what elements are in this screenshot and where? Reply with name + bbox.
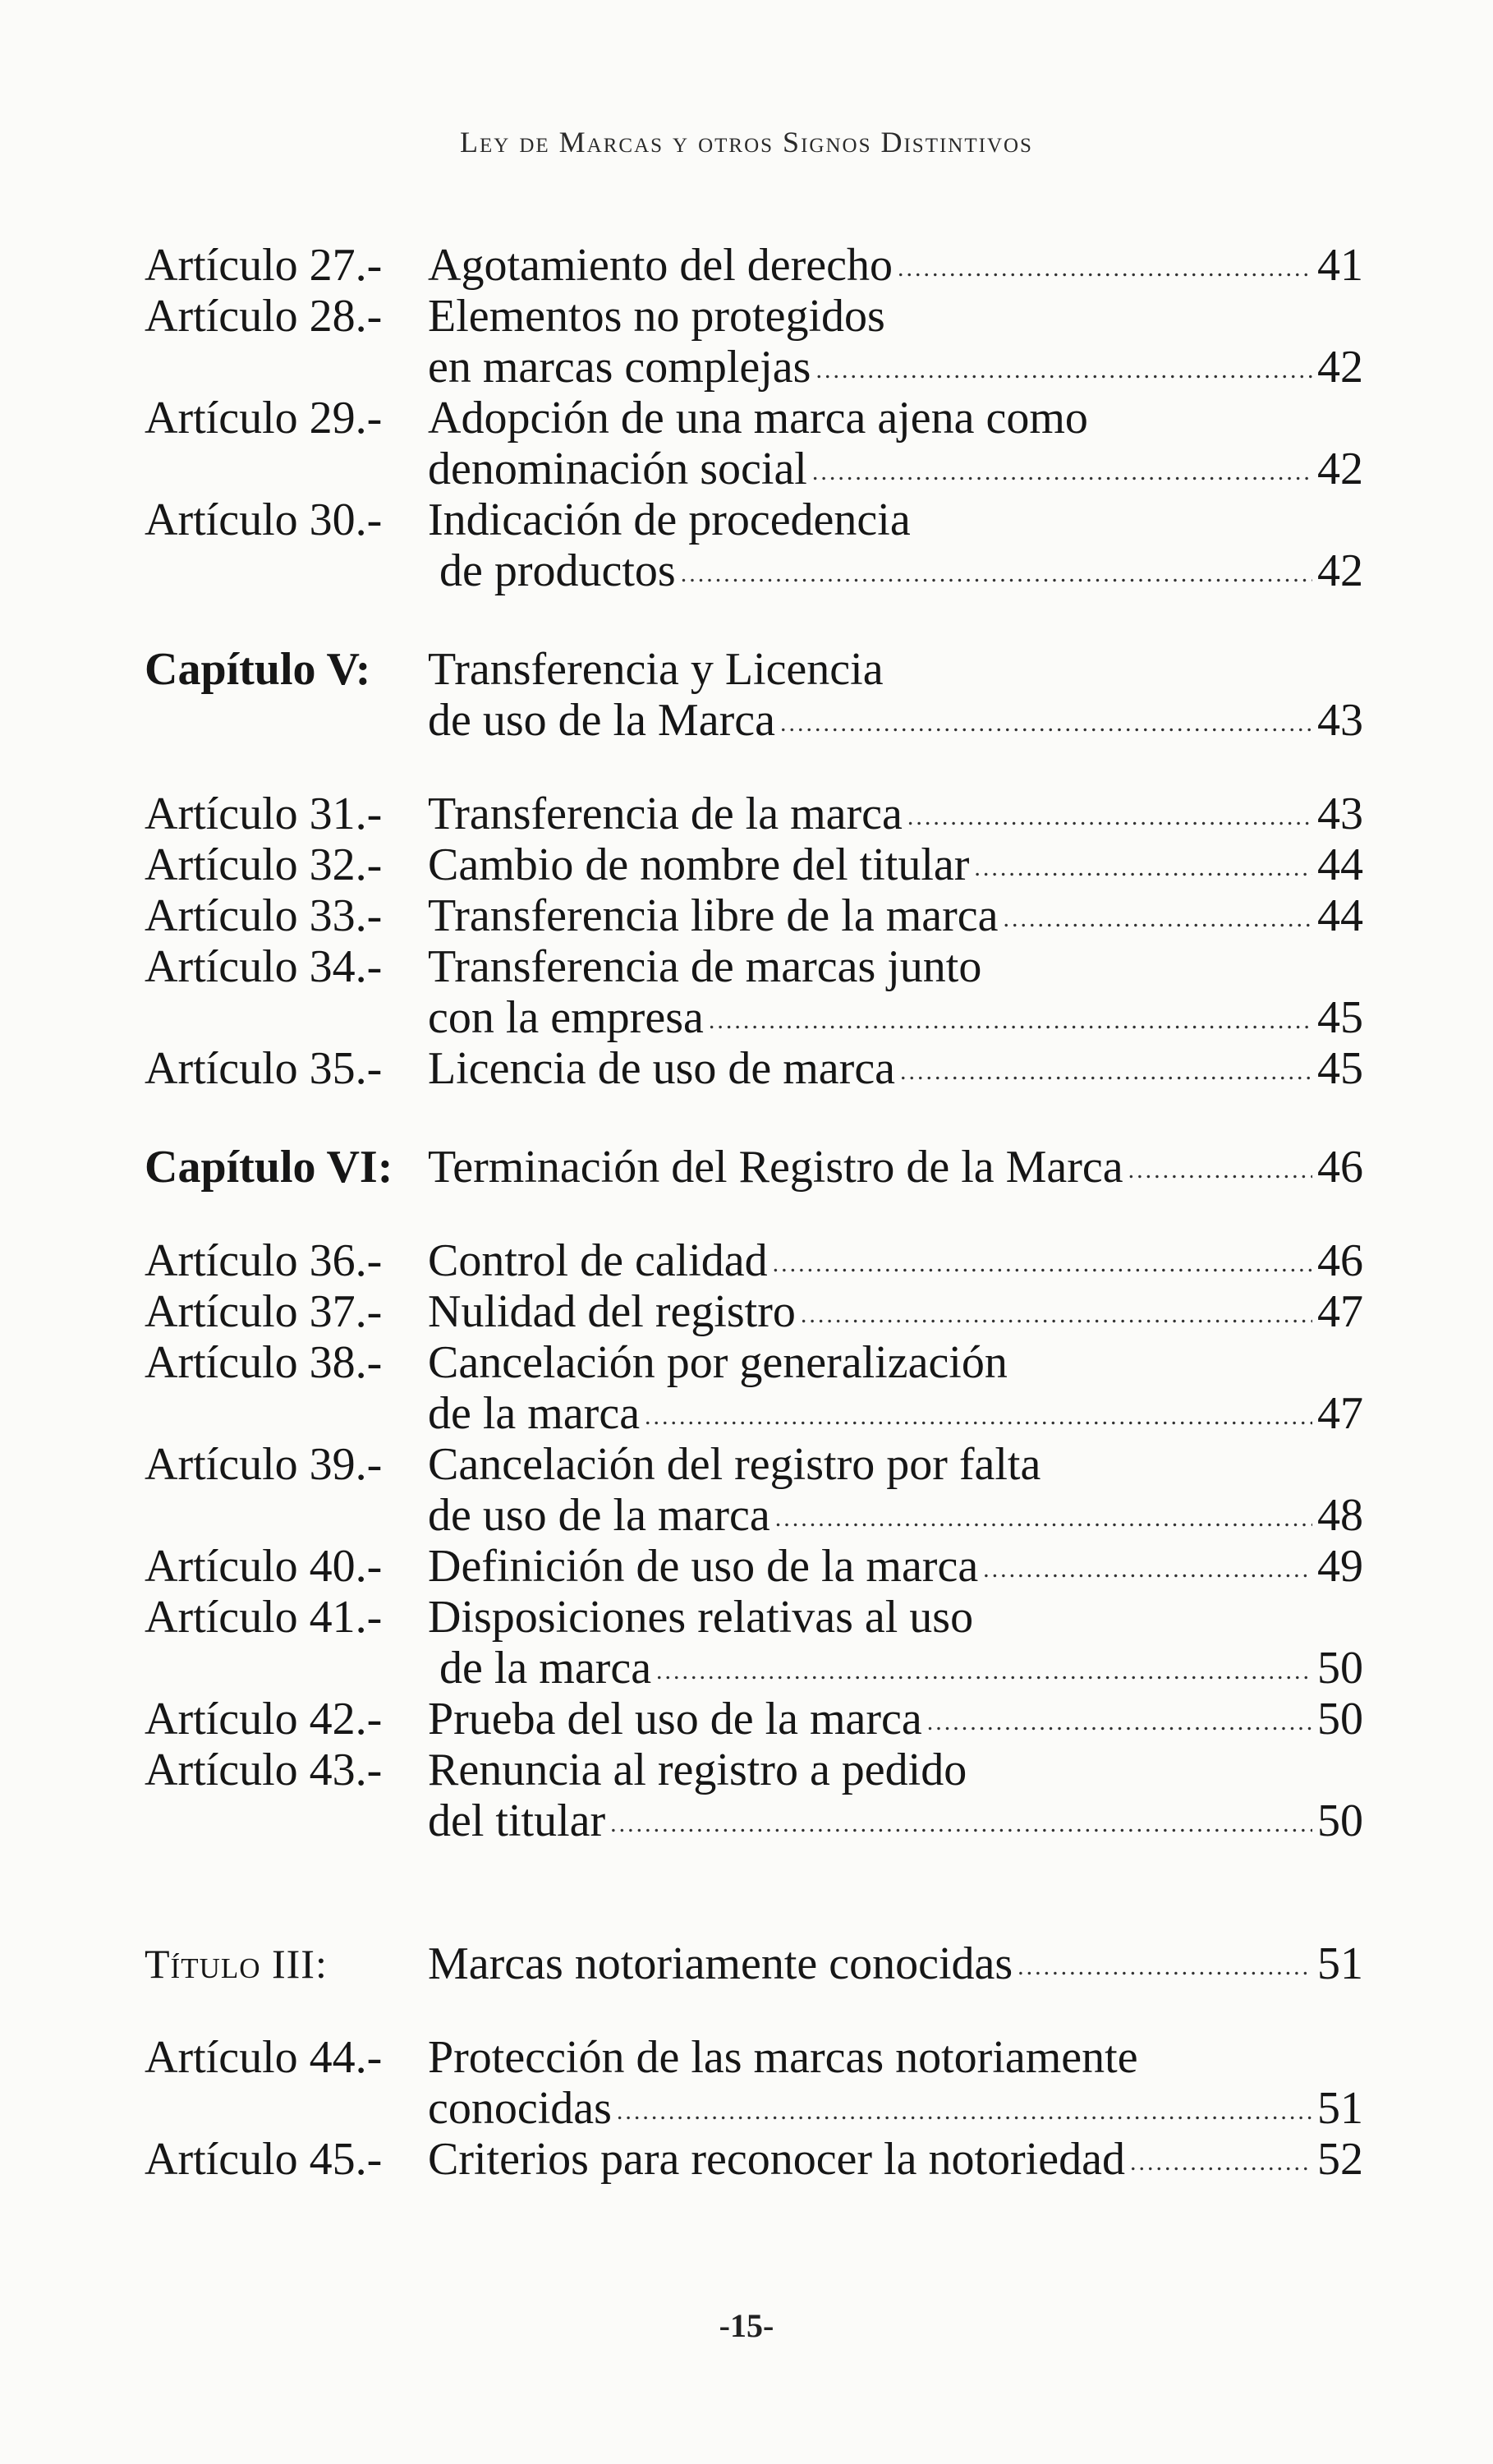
entry-title-line: de la marca	[428, 1388, 641, 1439]
entry-page-number: 47	[1317, 1388, 1363, 1439]
leader-dots	[709, 1009, 1312, 1033]
entry-label: Artículo 37.-	[145, 1286, 383, 1337]
leader-dots	[1003, 907, 1312, 931]
toc-entry	[145, 1694, 1363, 1745]
entry-title-line: del titular	[428, 1795, 606, 1846]
leader-dots	[1128, 1158, 1312, 1183]
toc-entry	[145, 1439, 1363, 1541]
toc-entry	[145, 291, 1363, 393]
leader-dots	[815, 358, 1312, 383]
entry-title-line: en marcas complejas	[428, 342, 811, 393]
toc-entry	[145, 1043, 1363, 1094]
entry-title-line: Indicación de procedencia	[428, 494, 911, 545]
toc-entry	[145, 941, 1363, 1043]
entry-label: Artículo 42.-	[145, 1694, 383, 1745]
entry-title-line: Nulidad del registro	[428, 1286, 796, 1337]
toc-entry	[145, 393, 1363, 494]
entry-page-number: 44	[1317, 839, 1363, 890]
leader-dots	[898, 256, 1312, 281]
entry-label: Artículo 38.-	[145, 1337, 383, 1388]
entry-title-line: Definición de uso de la marca	[428, 1541, 979, 1592]
toc-title-entry	[145, 1938, 1363, 1989]
toc-entry	[145, 1235, 1363, 1286]
entry-page-number: 42	[1317, 545, 1363, 596]
entry-title-line: de productos	[439, 545, 676, 596]
toc-entry	[145, 1337, 1363, 1439]
chapter-label: Capítulo VI:	[145, 1142, 393, 1193]
toc-chapter-entry	[145, 644, 1363, 746]
leader-dots	[681, 562, 1312, 586]
leader-dots	[974, 856, 1312, 880]
entry-label: Artículo 36.-	[145, 1235, 383, 1286]
toc-entry	[145, 1541, 1363, 1592]
entry-title-line: Disposiciones relativas al uso	[428, 1592, 974, 1643]
chapter-label: Capítulo V:	[145, 644, 371, 695]
entry-page-number: 42	[1317, 342, 1363, 393]
entry-page-number: 45	[1317, 1043, 1363, 1094]
entry-label: Artículo 40.-	[145, 1541, 383, 1592]
entry-label: Artículo 28.-	[145, 291, 383, 342]
entry-title-line: conocidas	[428, 2083, 612, 2134]
leader-dots	[773, 1252, 1312, 1276]
leader-dots	[1018, 1955, 1312, 1979]
leader-dots	[983, 1557, 1312, 1582]
entry-page-number: 47	[1317, 1286, 1363, 1337]
entry-label: Artículo 39.-	[145, 1439, 383, 1490]
entry-label: Artículo 34.-	[145, 941, 383, 992]
entry-page-number: 45	[1317, 992, 1363, 1043]
entry-page-number: 52	[1317, 2134, 1363, 2185]
entry-label: Artículo 31.-	[145, 788, 383, 839]
entry-page-number: 42	[1317, 444, 1363, 494]
entry-page-number: 50	[1317, 1643, 1363, 1694]
table-of-contents	[145, 240, 1363, 2185]
toc-entry	[145, 1286, 1363, 1337]
entry-title-line: Adopción de una marca ajena como	[428, 393, 1088, 444]
entry-title-line: Renuncia al registro a pedido	[428, 1745, 967, 1795]
entry-label: Artículo 41.-	[145, 1592, 383, 1643]
toc-entry	[145, 494, 1363, 596]
leader-dots	[656, 1659, 1312, 1684]
leader-dots	[801, 1303, 1312, 1327]
entry-label: Artículo 33.-	[145, 890, 383, 941]
leader-dots	[775, 1506, 1312, 1531]
entry-title-line: Cancelación por generalización	[428, 1337, 1008, 1388]
entry-title-line: Agotamiento del derecho	[428, 240, 894, 291]
entry-title-line: Terminación del Registro de la Marca	[428, 1142, 1123, 1193]
entry-title-line: de la marca	[439, 1643, 652, 1694]
entry-title-line: denominación social	[428, 444, 807, 494]
toc-entry	[145, 788, 1363, 839]
entry-page-number: 43	[1317, 788, 1363, 839]
entry-title-line: Criterios para reconocer la notoriedad	[428, 2134, 1125, 2185]
entry-title-line: Transferencia y Licencia	[428, 644, 884, 695]
toc-chapter-entry	[145, 1142, 1363, 1193]
leader-dots	[812, 460, 1312, 485]
entry-title-line: de uso de la Marca	[428, 695, 775, 746]
entry-page-number: 46	[1317, 1142, 1363, 1193]
toc-entry	[145, 240, 1363, 291]
entry-title-line: Licencia de uso de marca	[428, 1043, 896, 1094]
entry-title-line: Transferencia de marcas junto	[428, 941, 982, 992]
entry-label: Artículo 32.-	[145, 839, 383, 890]
entry-page-number: 44	[1317, 890, 1363, 941]
toc-entry	[145, 1745, 1363, 1846]
leader-dots	[1130, 2150, 1312, 2175]
entry-title-line: Transferencia de la marca	[428, 788, 903, 839]
entry-title-line: Transferencia libre de la marca	[428, 890, 999, 941]
entry-page-number: 46	[1317, 1235, 1363, 1286]
entry-page-number: 50	[1317, 1795, 1363, 1846]
entry-page-number: 51	[1317, 2083, 1363, 2134]
entry-title-line: Control de calidad	[428, 1235, 768, 1286]
entry-label: Artículo 29.-	[145, 393, 383, 444]
entry-title-line: con la empresa	[428, 992, 704, 1043]
leader-dots	[610, 1812, 1312, 1837]
toc-entry	[145, 2134, 1363, 2185]
entry-label: Artículo 44.-	[145, 2032, 383, 2083]
leader-dots	[927, 1710, 1312, 1735]
leader-dots	[617, 2099, 1312, 2124]
entry-label: Artículo 27.-	[145, 240, 383, 291]
entry-title-line: Marcas notoriamente conocidas	[428, 1938, 1013, 1989]
entry-label: Artículo 30.-	[145, 494, 383, 545]
entry-title-line: Cambio de nombre del titular	[428, 839, 970, 890]
leader-dots	[900, 1060, 1312, 1084]
entry-title-line: Protección de las marcas notoriamente	[428, 2032, 1138, 2083]
entry-label: Artículo 45.-	[145, 2134, 383, 2185]
entry-page-number: 50	[1317, 1694, 1363, 1745]
entry-title-line: Elementos no protegidos	[428, 291, 885, 342]
entry-label: Artículo 43.-	[145, 1745, 383, 1795]
entry-page-number: 49	[1317, 1541, 1363, 1592]
toc-entry	[145, 1592, 1363, 1694]
toc-entry	[145, 890, 1363, 941]
entry-title-line: Cancelación del registro por falta	[428, 1439, 1041, 1490]
entry-label: Artículo 35.-	[145, 1043, 383, 1094]
page-number: -15-	[719, 2307, 774, 2344]
leader-dots	[645, 1404, 1312, 1429]
entry-title-line: Prueba del uso de la marca	[428, 1694, 922, 1745]
title-label: Título III:	[145, 1941, 328, 1987]
entry-page-number: 43	[1317, 695, 1363, 746]
toc-entry	[145, 839, 1363, 890]
entry-title-line: de uso de la marca	[428, 1490, 770, 1541]
entry-page-number: 51	[1317, 1938, 1363, 1989]
entry-page-number: 41	[1317, 240, 1363, 291]
running-header: Ley de Marcas y otros Signos Distintivos	[460, 126, 1033, 159]
entry-page-number: 48	[1317, 1490, 1363, 1541]
toc-entry	[145, 2032, 1363, 2134]
leader-dots	[907, 805, 1312, 830]
leader-dots	[780, 711, 1312, 736]
